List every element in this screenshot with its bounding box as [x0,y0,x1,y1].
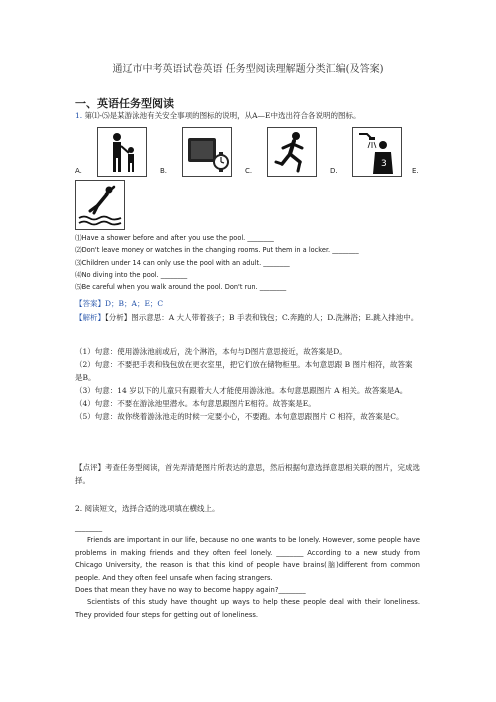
option-label-e: E. [412,167,419,175]
statement-list [75,232,420,293]
statement-2: ⑵Don't leave money or watches in the changing rooms. Put them in a locker. ________ [75,246,359,255]
option-label-a: A. [75,167,82,175]
explanations [75,345,420,423]
option-label-b: B. [160,167,168,175]
wallet-and-watch-icon [182,127,232,177]
explanation-2: （2）句意：不要把手表和钱包放在更衣室里，把它们放在储物柜里。本句意思跟 B 图片相符，故答案是B。 [75,360,413,382]
svg-text:3: 3 [381,159,387,169]
shower-person-icon [352,127,402,177]
passage-paragraph-2: Does that mean they have no way to become happy again?________ [75,586,306,595]
analysis-tag: 【解析】 [75,313,105,322]
adult-with-child-icon [97,127,147,177]
running-person-icon [267,127,317,177]
option-label-c: C. [245,167,253,175]
explanation-5: （5）句意：故你绕着游泳池走的时候一定要小心，不要跑。本句意思跟图片 C 相符，故答案是C。 [75,412,404,421]
question-1-text: 第⑴-⑸是某游泳池有关安全事项的图标的说明，从A—E中选出符合各说明的图标。 [84,111,361,120]
analysis-intro: 【分析】图示意思：A 大人带着孩子；B 手表和钱包；C.奔跑的人；D.洗淋浴；E.跳入排池中。 [105,313,419,322]
statement-5: ⑸Be careful when you walk around the pool. Don't run. ________ [75,283,287,292]
passage-paragraph-1: Friends are important in our life, because no one wants to be lonely. However, some people have problems in making friends and they often feel lonely. ________ According to a new study from Chicago University, the reason is that this kind of people have brains(脑)different from common people. And they often feel unsafe when facing strangers. [75,536,420,582]
question-2-number: 2. [75,504,83,513]
explanation-1: （1）句意：使用游泳池前或后，洗个淋浴，本句与D图片意思接近，故答案是D。 [75,347,347,356]
diving-person-icon [75,180,125,230]
option-label-d: D. [330,167,338,175]
explanation-3: （3）句意：14 岁以下的儿童只有跟着大人才能使用游泳池。本句意思跟图片 A 相关。故答案是A。 [75,386,408,395]
section-heading: 一、英语任务型阅读 [75,97,174,110]
statement-1: ⑴Have a shower before and after you use the pool. ________ [75,234,274,242]
question-1-prompt [75,110,420,121]
question-2-text: 阅读短文，选择合适的选项填在横线上。 [84,504,220,513]
passage-paragraph-3: Scientists of this study have thought up ways to help these people deal with their loneliness. They provided four steps for getting out of loneliness. [75,598,420,619]
reading-passage [75,522,420,621]
answer-tag: 【答案】 [75,299,105,308]
title-blank: ________ [75,524,103,532]
picture-row [75,127,420,177]
page-title: 通辽市中考英语试卷英语 任务型阅读理解题分类汇编(及答案) [112,64,384,75]
analysis-block [75,311,420,324]
comment: 【点评】考查任务型阅读，首先弄清楚图片所表达的意思，然后根据句意选择意思相关联的图片，完成选择。 [75,463,420,485]
answer-value: D；B；A；E；C [105,299,164,308]
explanation-4: （4）句意：不要在游泳池里潜水。本句意思跟图片E相符。故答案是E。 [75,399,316,408]
statement-4: ⑷No diving into the pool. ________ [75,270,188,279]
question-2-prompt [75,503,220,514]
statement-3: ⑶Children under 14 can only use the pool with an adult. ________ [75,258,290,267]
question-1-number: 1. [75,111,83,120]
answer-line [75,297,420,310]
